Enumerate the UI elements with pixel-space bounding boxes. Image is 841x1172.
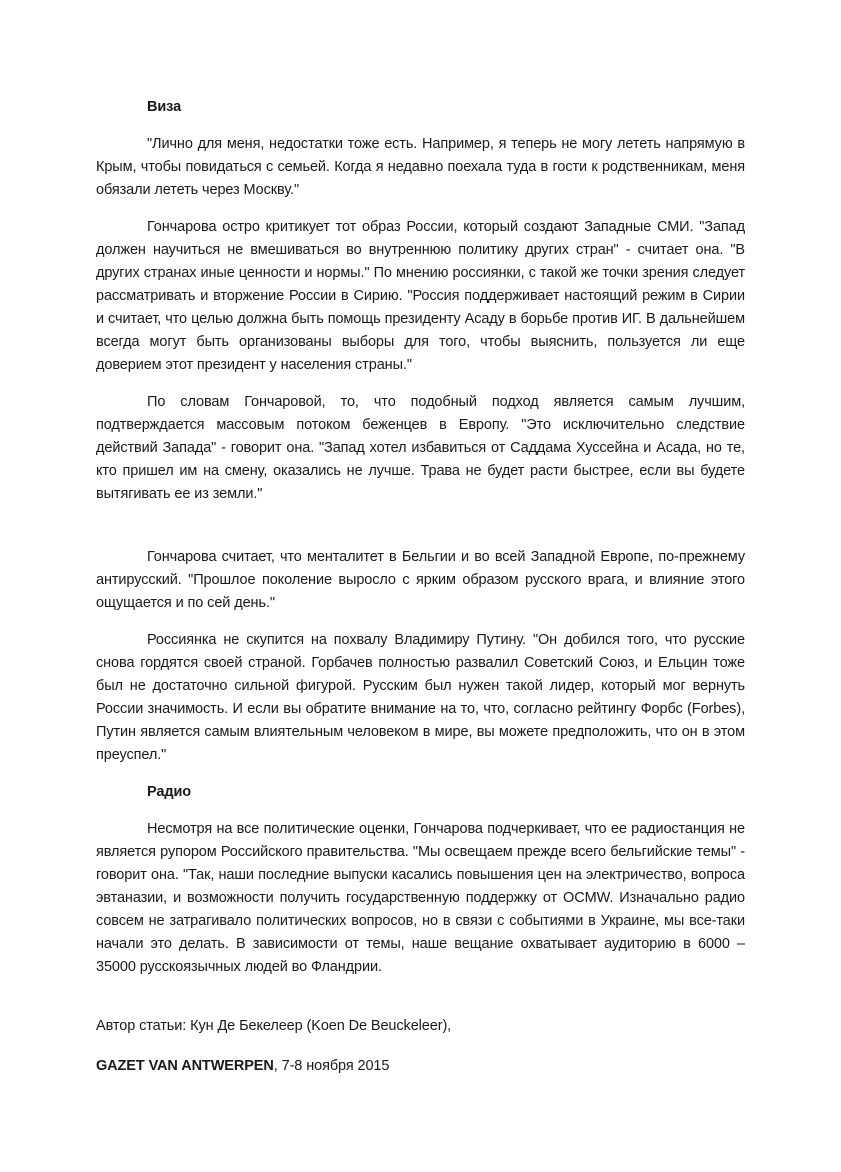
heading-radio: Радио <box>147 784 192 800</box>
paragraph-visa-drawbacks: "Лично для меня, недостатки тоже есть. Например, я теперь не могу лететь напрямую в Крым, чтобы повидаться с семьей. Когда я недавно поехала туда в гости к родственникам, меня обязали лететь через Москву." <box>96 136 745 198</box>
source-date: , 7-8 ноября 2015 <box>273 1058 390 1074</box>
paragraph-radio: Несмотря на все политические оценки, Гончарова подчеркивает, что ее радиостанция не является рупором Российского правительства. "Мы освещаем прежде всего бельгийские темы" - говорит она. "Так, наши последние выпуски касались повышения цен на электричество, вопроса эвтаназии, и возможности получить государственную поддержку от OCMW. Изначально радио совсем не затрагивало политических вопросов, но в связи с событиями в Украине, мы все-таки начали это делать. В зависимости от темы, наше вещание охватывает аудиторию в 6000 – 35000 русскоязычных людей во Фландрии. <box>96 821 745 975</box>
source-line <box>96 1055 745 1078</box>
heading-visa: Виза <box>147 99 182 115</box>
paragraph-refugees: По словам Гончаровой, то, что подобный подход является самым лучшим, подтверждается массовым потоком беженцев в Европу. "Это исключительно следствие действий Запада" - говорит она. "Запад хотел избавиться от Саддама Хуссейна и Асада, но те, кто пришел им на смену, оказались не лучше. Трава не будет расти быстрее, если вы будете вытягивать ее из земли." <box>96 394 745 502</box>
source-name: GAZET VAN ANTWERPEN <box>96 1058 274 1074</box>
paragraph-putin: Россиянка не скупится на похвалу Владимиру Путину. "Он добился того, что русские снова гордятся своей страной. Горбачев полностью развалил Советский Союз, и Ельцин тоже был не достаточно сильной фигурой. Русским был нужен такой лидер, который мог вернуть России значимость. И если вы обратите внимание на то, что, согласно рейтингу Форбс (Forbes), Путин является самым влиятельным человеком в мире, вы можете предположить, что он в этом преуспел." <box>96 632 745 763</box>
paragraph-mentality: Гончарова считает, что менталитет в Бельгии и во всей Западной Европе, по-прежнему антирусский. "Прошлое поколение выросло с ярким образом русского врага, и влияние этого ощущается и по сей день." <box>96 549 745 611</box>
blank-line-spacer <box>96 520 745 546</box>
author-line: Автор статьи: Кун Де Бекелеер (Koen De Beuckeleer), <box>96 1018 452 1034</box>
paragraph-media-criticism: Гончарова остро критикует тот образ России, который создают Западные СМИ. "Запад должен научиться не вмешиваться во внутреннюю политику других стран" - считает она. "В других странах иные ценности и нормы." По мнению россиянки, с такой же точки зрения следует рассматривать и вторжение России в Сирию. "Россия поддерживает настоящий режим в Сирии и считает, что целью должна быть помощь президенту Асаду в борьбе против ИГ. В дальнейшем всегда могут быть организованы выборы для того, чтобы выяснить, пользуется ли еще доверием этот президент у населения страны." <box>96 219 745 373</box>
